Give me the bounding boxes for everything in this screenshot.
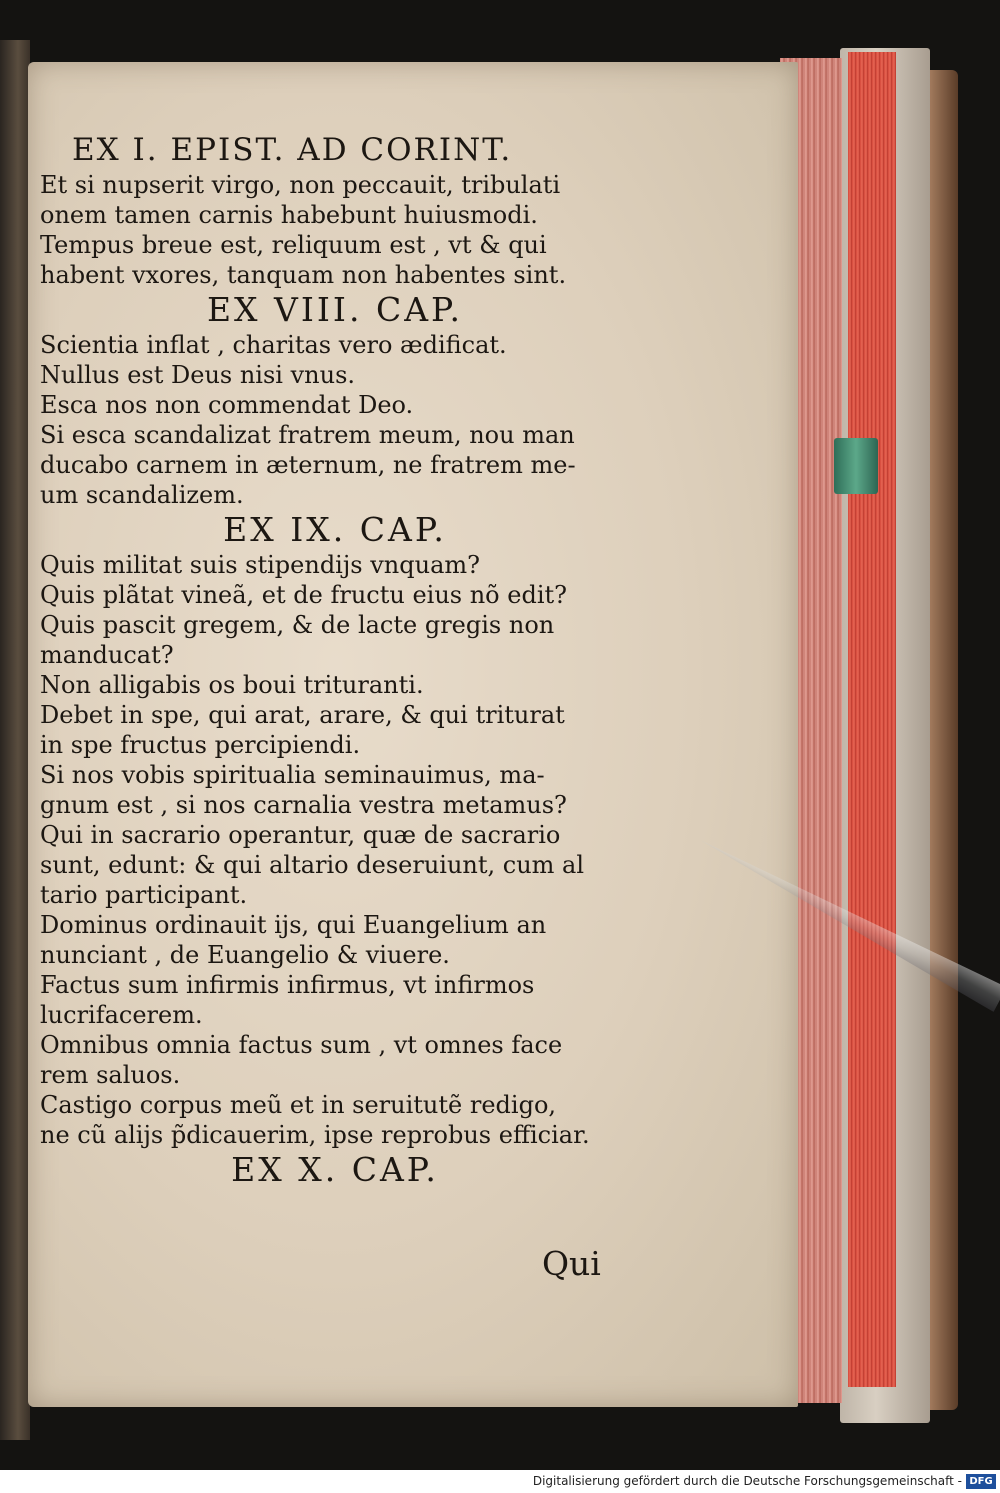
text-line: lucrifacerem. xyxy=(40,1001,203,1029)
bookmark-ribbon xyxy=(834,438,878,494)
red-page-edges xyxy=(848,52,896,1387)
text-line: Esca nos non commendat Deo. xyxy=(40,391,414,419)
text-line: habent vxores, tanquam non habentes sint. xyxy=(40,261,567,289)
text-line: onem tamen carnis habebunt huiusmodi. xyxy=(40,201,538,229)
text-line: in spe fructus percipiendi. xyxy=(40,731,361,759)
text-line: Dominus ordinauit ijs, qui Euangelium an xyxy=(40,911,547,939)
left-page-edge xyxy=(0,40,30,1440)
text-line: Castigo corpus meũ et in seruitutẽ redigo, xyxy=(40,1091,557,1119)
text-line: Et si nupserit virgo, non peccauit, tribulati xyxy=(40,171,561,199)
text-line: gnum est , si nos carnalia vestra metamus? xyxy=(40,791,567,819)
footer-credit: Digitalisierung gefördert durch die Deutsche Forschungsgemeinschaft - xyxy=(532,1474,962,1488)
text-line: manducat? xyxy=(40,641,174,669)
text-line: Qui in sacrario operantur, quæ de sacrario xyxy=(40,821,561,849)
text-line: ne cũ alijs p̃dicauerim, ipse reprobus efficiar. xyxy=(40,1121,590,1149)
chapter-heading: EX IX. CAP. xyxy=(223,510,447,549)
chapter-heading: EX VIII. CAP. xyxy=(206,290,464,329)
text-line: tario participant. xyxy=(40,881,248,909)
dfg-logo: DFG xyxy=(966,1474,996,1489)
footer-bar xyxy=(0,1470,1000,1493)
text-line: Non alligabis os boui trituranti. xyxy=(40,671,424,699)
text-line: ducabo carnem in æternum, ne fratrem me- xyxy=(40,451,576,479)
text-line: Scientia inflat , charitas vero ædificat. xyxy=(40,331,507,359)
text-line: um scandalizem. xyxy=(40,481,244,509)
text-line: Quis militat suis stipendijs vnquam? xyxy=(40,551,481,579)
text-line: Omnibus omnia factus sum , vt omnes face xyxy=(40,1031,563,1059)
text-line: Si nos vobis spiritualia seminauimus, ma- xyxy=(40,761,545,789)
text-line: rem saluos. xyxy=(40,1061,181,1089)
text-lines xyxy=(40,170,630,1190)
chapter-heading: EX X. CAP. xyxy=(231,1150,439,1189)
text-line: Nullus est Deus nisi vnus. xyxy=(40,361,356,389)
page-text xyxy=(40,130,630,1190)
text-line: Quis plãtat vineã, et de fructu eius nõ edit? xyxy=(40,581,568,609)
text-line: Si esca scandalizat fratrem meum, nou man xyxy=(40,421,575,449)
text-line: sunt, edunt: & qui altario deseruiunt, cum al xyxy=(40,851,585,879)
text-line: Tempus breue est, reliquum est , vt & qui xyxy=(40,231,547,259)
text-line: nunciant , de Euangelio & viuere. xyxy=(40,941,450,969)
running-header: EX I. EPIST. AD CORINT. xyxy=(72,132,513,168)
text-line: Factus sum infirmis infirmus, vt infirmos xyxy=(40,971,535,999)
text-line: Debet in spe, qui arat, arare, & qui triturat xyxy=(40,701,565,729)
catchword: Qui xyxy=(542,1244,601,1283)
text-line: Quis pascit gregem, & de lacte gregis non xyxy=(40,611,555,639)
